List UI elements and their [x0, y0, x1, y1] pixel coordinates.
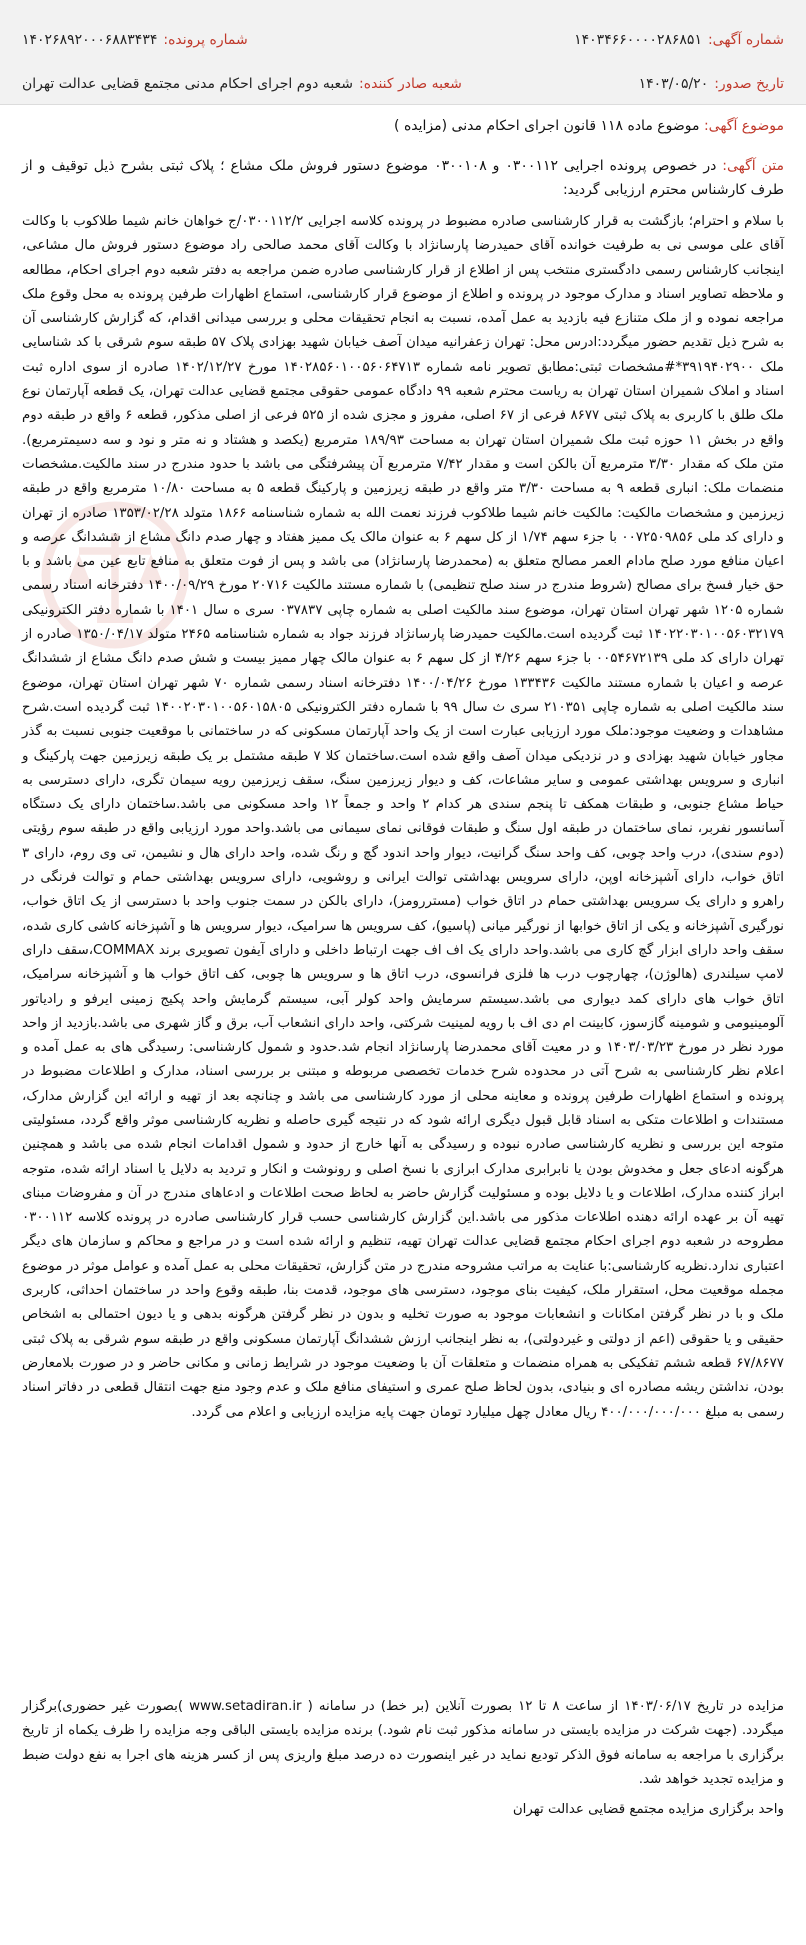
case-number: شماره پرونده:۱۴۰۲۶۸۹۲۰۰۰۶۸۸۳۴۳۴: [22, 32, 248, 48]
ad-text: متن آگهی: در خصوص پرونده اجرایی ۰۳۰۰۱۱۲ و ۰۳۰۰۱۰۸ موضوع دستور فروش ملک مشاع ؛ پلاک ثبتی بشرح ذیل توقیف و از طرف کارشناس محترم ارزیابی گردید:: [22, 158, 785, 198]
ad-subject: موضوع آگهی: موضوع ماده ۱۱۸ قانون اجرای احکام مدنی (مزایده ): [394, 118, 784, 134]
issuer: شعبه صادر کننده:شعبه دوم اجرای احکام مدنی مجتمع قضایی عدالت تهران: [22, 76, 462, 92]
header-row-numbers: [22, 28, 784, 52]
auction-details-text: مزایده در تاریخ ۱۴۰۳/۰۶/۱۷ از ساعت ۸ تا ۱۲ بصورت آنلاین (بر خط) در سامانه ( www.setadiran.ir )بصورت غیر حضوری)برگزار میگردد. (جهت شرکت در مزایده بایستی در سامانه مذکور ثبت نام شود.) برنده مزایده بایستی الباقی وجه مزایده را ظرف یکماه از تاریخ برگزاری با مراجعه به سامانه فوق الذکر تودیع نماید در غیر اینصورت ده درصد مبلغ واریزی پس از کسر هزینه های اجرا به نفع دولت ضبط و مزایده تجدید خواهد شد.: [22, 1699, 784, 1787]
header-row-issue: [22, 72, 784, 96]
ad-number: شماره آگهی:۱۴۰۳۴۶۶۰۰۰۰۲۸۶۸۵۱: [574, 32, 784, 48]
header-block: [0, 0, 806, 105]
issue-date: تاریخ صدور:۱۴۰۳/۰۵/۲۰: [638, 76, 784, 92]
signature: واحد برگزاری مزایده مجتمع قضایی عدالت تهران: [512, 1802, 784, 1817]
expert-report-text: با سلام و احترام؛ بازگشت به قرار کارشناسی صادره مضبوط در پرونده کلاسه اجرایی ۰۳۰۰۱۱۲/۲/ج خواهان خانم شیما طلاکوب با وکالت آقای علی موسی نی به طرفیت خوانده آقای حمیدرضا پارسانژاد با وکالت آقای محمد صالحی راد موضوع دستور فروش مال مشاعی، اینجانب کارشناس رسمی دادگستری منتخب پس از اطلاع از قرار کارشناسی صادره ضمن مراجعه به دفتر شعبه دوم اجرای احکام، مطالعه و ملاحظه تصاویر اسناد و مدارک موجود در پرونده و اطلاع از موضوع قرار کارشناسی، استماع اظهارات طرفین پرونده به محل وقوع ملک مراجعه نموده و از ملک متنازع فیه بازدید به عمل آمده، نسبت به انجام تحقیقات محلی و بررسی میدانی اقدام، که گزارش کارشناسی آن به شرح ذیل تقدیم حضور میگردد:ادرس محل: تهران زعفرانیه میدان آصف خیابان شهید بهزادی پلاک ۵۷ طبقه سوم شرقی با کد شناسایی ملک ۳۹۱۹۴۰۲۹۰۰*#مشخصات ثبتی:مطابق تصویر نامه شماره ۱۴۰۲۸۵۶۰۱۰۰۵۶۰۶۴۷۱۳ مورخ ۱۴۰۲/۱۲/۲۷ صادره از سوی اداره ثبت اسناد و املاک شمیران استان تهران به ریاست محترم شعبه ۹۹ دادگاه عمومی حقوقی مجتمع قضایی عدالت تهران، یک قطعه آپارتمان نوع ملک طلق با کاربری به پلاک ثبتی ۸۶۷۷ فرعی از ۶۷ اصلی، مفروز و مجزی شده از ۵۲۵ فرعی از اصلی مذکور، قطعه ۶ واقع در طبقه دوم واقع در بخش ۱۱ حوزه ثبت ملک شمیران استان تهران به مساحت ۱۸۹/۹۳ مترمربع (یکصد و هشتاد و نه متر و نود و سه دسیمترمربع). متن ملک که مقدار ۳/۳۰ مترمربع آن بالکن است و مقدار ۷/۴۲ مترمربع آن پیشرفتگی می باشد با حدود مندرج در سند مالکیت.مشخصات منضمات ملک: انباری قطعه ۹ به مساحت ۳/۳۰ متر واقع در طبقه زیرزمین و پارکینگ قطعه ۵ به مساحت ۱۰/۸۰ مترمربع واقع در طبقه زیرزمین و مشخصات مالکیت: مالکیت خانم شیما طلاکوب فرزند نعمت الله به شماره شناسنامه ۱۸۶۶ متولد ۱۳۵۳/۰۲/۲۸ صادره از تهران و دارای کد ملی ۰۰۷۲۵۰۹۸۵۶ با جزء سهم ۱/۷۴ از کل سهم ۶ به عنوان مالک یک ممیز هفتاد و چهار صدم دانگ مشاع از ششدانگ عرصه و اعیان منافع مورد صلح مادام العمر مصالح متعلق به (محمدرضا پارسانژاد) می باشد و پس از فوت متعلق به منافع تابع عین می باشد و با حق خیار فسخ برای مصالح (شروط مندرج در سند صلح تنظیمی) با شماره مستند مالکیت ۲۰۷۱۶ مورخ ۱۴۰۰/۰۹/۲۹ دفترخانه اسناد رسمی شماره ۱۲۰۵ شهر تهران استان تهران، موضوع سند مالکیت اصلی به شماره چاپی ۰۳۷۸۳۷ سری ه سال ۱۴۰۱ با شماره دفتر الکترونیکی ۱۴۰۲۲۰۳۰۱۰۰۵۶۰۳۲۱۷۹ ثبت گردیده است.مالکیت حمیدرضا پارسانژاد فرزند جواد به شماره شناسنامه ۲۴۶۵ متولد ۱۳۵۰/۰۴/۱۷ صادره از تهران دارای کد ملی ۰۰۵۴۶۷۲۱۳۹ با جزء سهم ۴/۲۶ از کل سهم ۶ به عنوان مالک چهار ممیز بیست و شش صدم دانگ مشاع از ششدانگ عرصه و اعیان با شماره مستند مالکیت ۱۳۳۴۳۶ مورخ ۱۴۰۰/۰۴/۲۶ دفترخانه اسناد رسمی شماره ۷۰ شهر تهران استان تهران، موضوع سند مالکیت اصلی به شماره چاپی ۲۱۰۳۵۱ سری ث سال ۹۹ با شماره دفتر الکترونیکی ۱۴۰۰۲۰۳۰۱۰۰۵۶۰۱۵۸۰۵ ثبت گردیده است.شرح مشاهدات و وضعیت موجود:ملک مورد ارزیابی عبارت است از یک واحد آپارتمان مسکونی که در ساختمانی با موقعیت جنوبی نسبت به گذر مجاور خیابان شهید بهزادی و در نزدیکی میدان آصف واقع شده است.ساختمان کلا ۷ طبقه مشتمل بر یک طبقه زیرزمین جهت پارکینگ و انباری و سرویس بهداشتی عمومی و سایر مشاعات، کف و دیوار زیرزمین سنگ، سقف زیرزمین رویه سیمان تگری، دارای دسترسی به حیاط مشاع جنوبی، و طبقات همکف تا پنجم سندی هر کدام ۲ واحد و جمعاً ۱۲ واحد مسکونی می باشد.ساختمان دارای یک دستگاه آسانسور نفربر، نمای ساختمان در طبقه اول سنگ و طبقات فوقانی نمای سیمانی می باشد.واحد مورد ارزیابی واقع در طبقه سوم رؤیتی (دوم سندی)، درب واحد چوبی، کف واحد سنگ گرانیت، دیوار واحد اندود گچ و رنگ شده، واحد دارای هال و نشیمن، تی وی روم، دارای ۳ اتاق خواب، دارای آشپزخانه اوپن، دارای سرویس بهداشتی توالت ایرانی و روشویی، دارای سرویس بهداشتی حمام و توالت فرنگی در راهرو و دارای یک سرویس بهداشتی حمام در اتاق خواب (مستررومز)، دارای بالکن در سمت جنوب واحد با دسترسی از یک اتاق خواب، نورگیری آشپزخانه و یکی از اتاق خوابها از نورگیر میانی (پاسیو)، کف سرویس ها سرامیک، دیوار سرویس ها و آشپزخانه کاشی کاری شده، سقف واحد دارای ابزار گچ کاری می باشد.واحد دارای یک اف اف جهت ارتباط داخلی و دارای آیفون تصویری برند COMMAX،سقف دارای لامپ سیلندری (هالوژن)، چهارچوب درب ها فلزی فرانسوی، درب اتاق ها و سرویس ها چوبی، کف اتاق خواب ها و آشپزخانه سرامیک، اتاق خواب های دارای کمد دیواری می باشد.سیستم سرمایش واحد کولر آبی، سیستم گرمایش واحد پکیج زمینی ایرفو و رادیاتور آلومینیومی و شومینه گازسوز، کابینت ام دی اف با رویه لمینیت شرکتی، واحد دارای انشعاب آب، برق و گاز شهری می باشد.بازدید از واحد مورد نظر در مورخ ۱۴۰۳/۰۳/۲۳ و در معیت آقای محمدرضا پارسانژاد انجام شد.حدود و شمول کارشناسی: رسیدگی های به عمل آمده و اعلام نظر کارشناسی به شرح آتی در محدوده شرح خدمات تخصصی مربوطه و مبتنی بر بررسی اسناد، مدارک و اطلاعات مضبوط در پرونده و استماع اظهارات طرفین پرونده و معاینه محلی از مورد کارشناسی می باشد و چنانچه بعد از تهیه و ارائه این گزارش مدارک، مستندات و اطلاعات متکی به اسناد قابل قبول دیگری ارائه شود که در نتیجه گیری حاصله و نظریه کارشناسی موثر واقع گردد، مسئولیتی متوجه این بررسی و نظریه کارشناسی صادره نبوده و رسیدگی به آنها خارج از حدود و شمول اقدامات انجام شده می باشد و همچنین هرگونه ادعای جعل و مخدوش بودن یا نابرابری مدارک ابرازی با نسخ اصلی و رونوشت و انکار و تردید به دلایل یا اسناد ارائه شده، متوجه ابراز کننده مدارک، اطلاعات و یا دلایل بوده و مسئولیت گزارش حاضر به لحاظ صحت اطلاعات و ادعاهای مندرج در آن و مفروضات مبنای تهیه آن بر عهده ارائه دهنده اطلاعات مذکور می باشد.این گزارش کارشناسی حسب قرار کارشناسی صادره در پرونده کلاسه ۰۳۰۰۱۱۲ مطروحه در شعبه دوم اجرای احکام مجتمع قضایی عدالت تهران تهیه، تنظیم و ارائه شده است و در مراجع و محاکم و سازمان های دیگر اعتباری ندارد.نظریه کارشناسی:با عنایت به مراتب مشروحه مندرج در متن گزارش، تحقیقات محلی به عمل آمده و عوامل موثر در موضوع مجمله موقعیت محل، استقرار ملک، کیفیت بنای موجود، دسترسی های موجود، قدمت بنا، طبقه وقوع واحد در ساختمان احداثی، کاربری ملک و با در نظر گرفتن امکانات و انشعابات موجود به صورت تخلیه و بدون در نظر گرفتن هرگونه بدهی و یا دیون احتمالی به اشخاص حقیقی و یا حقوقی (اعم از دولتی و غیردولتی)، به نظر اینجانب ارزش ششدانگ آپارتمان مسکونی واقع در طبقه سوم شرقی به پلاک ثبتی ۶۷/۸۶۷۷ قطعه ششم تفکیکی به همراه منضمات و متعلقات آن با وضعیت موجود در شرایط زمانی و مکانی حاضر و در صورت بلامعارض بودن، نداشتن ریشه مصادره ای و بنیادی، بدون لحاظ صلح عمری و استیفای منافع ملک و عدم وجود منع جهت انتقال قطعی در دفاتر اسناد رسمی به مبلغ ۴۰۰/۰۰۰/۰۰۰/۰۰۰ ریال معادل چهل میلیارد تومان جهت پایه مزایده ارزیابی و اعلام می گردد.: [22, 214, 785, 1420]
